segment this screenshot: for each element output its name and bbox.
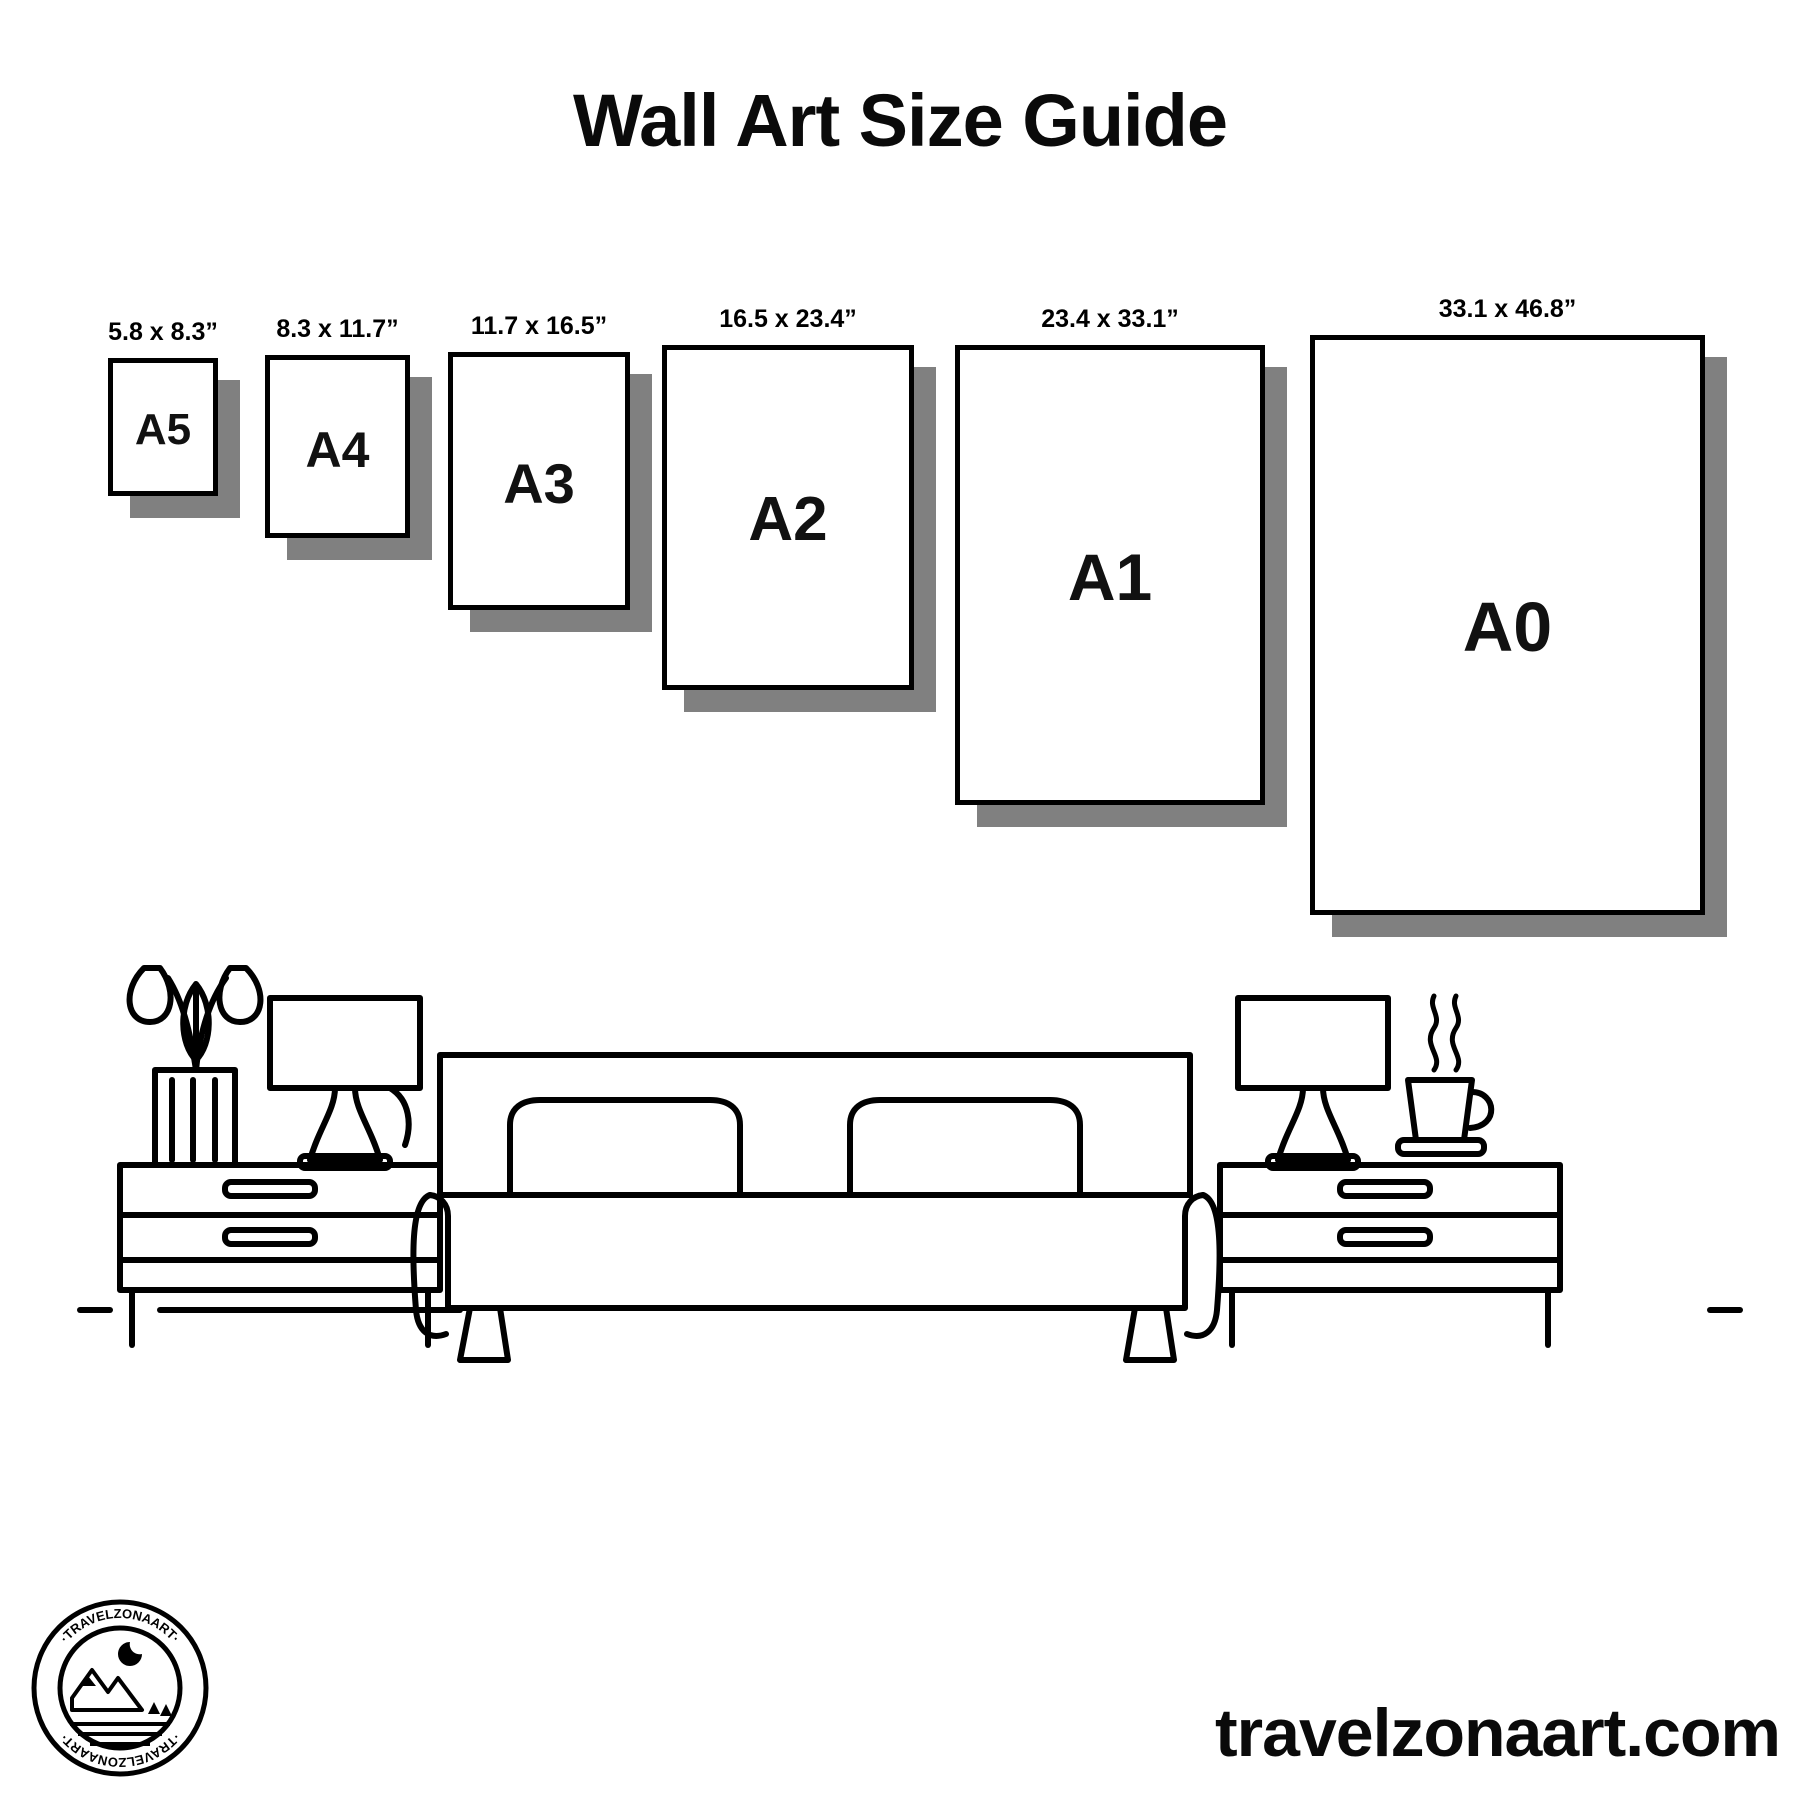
frame-size-name: A1 — [1067, 540, 1153, 615]
frame-size-name: A3 — [503, 452, 575, 516]
frame-box[interactable] — [265, 355, 410, 538]
frame-box[interactable] — [1310, 335, 1705, 915]
frame-dimension-label: 33.1 x 46.8” — [1438, 295, 1577, 323]
website-url: travelzonaart.com — [1215, 1695, 1780, 1771]
nightstand-right — [1220, 1165, 1560, 1345]
frame-a1[interactable] — [955, 235, 1287, 827]
frame-a4[interactable] — [265, 245, 432, 560]
frame-a2[interactable] — [662, 235, 936, 712]
frame-box[interactable] — [108, 358, 218, 496]
frame-a3[interactable] — [448, 242, 652, 632]
frame-box[interactable] — [955, 345, 1265, 805]
frame-a5[interactable] — [108, 248, 240, 518]
brand-logo — [30, 1598, 210, 1778]
logo-brand-bottom: ·TRAVELZONAART· — [56, 1730, 184, 1771]
frame-dimension-label: 5.8 x 8.3” — [108, 318, 218, 346]
coffee-cup — [1398, 996, 1491, 1154]
frame-size-name: A2 — [748, 485, 828, 555]
frame-box[interactable] — [662, 345, 914, 690]
frame-a0[interactable] — [1310, 225, 1727, 937]
frame-dimension-label: 8.3 x 11.7” — [276, 315, 399, 343]
table-lamp-left — [270, 998, 420, 1168]
logo-brand-top: ·TRAVELZONAART· — [56, 1605, 184, 1646]
nightstand-left — [90, 1155, 440, 1345]
frame-dimension-label: 11.7 x 16.5” — [470, 312, 608, 340]
pillow-left — [510, 1100, 740, 1195]
frame-size-name: A0 — [1462, 587, 1553, 666]
frame-size-name: A4 — [305, 421, 370, 478]
pillow-right — [850, 1100, 1080, 1195]
bed-with-headboard — [413, 1055, 1219, 1360]
frame-dimension-label: 16.5 x 23.4” — [719, 305, 857, 333]
vase-with-plant — [130, 968, 261, 1165]
mountain-lake-moon-emblem — [70, 1642, 172, 1744]
frame-dimension-label: 23.4 x 33.1” — [1041, 305, 1179, 333]
table-lamp-right — [1238, 998, 1388, 1168]
page-title: Wall Art Size Guide — [573, 79, 1227, 162]
frame-box[interactable] — [448, 352, 630, 610]
frame-size-name: A5 — [134, 404, 192, 454]
bedroom-scene — [60, 960, 1760, 1380]
